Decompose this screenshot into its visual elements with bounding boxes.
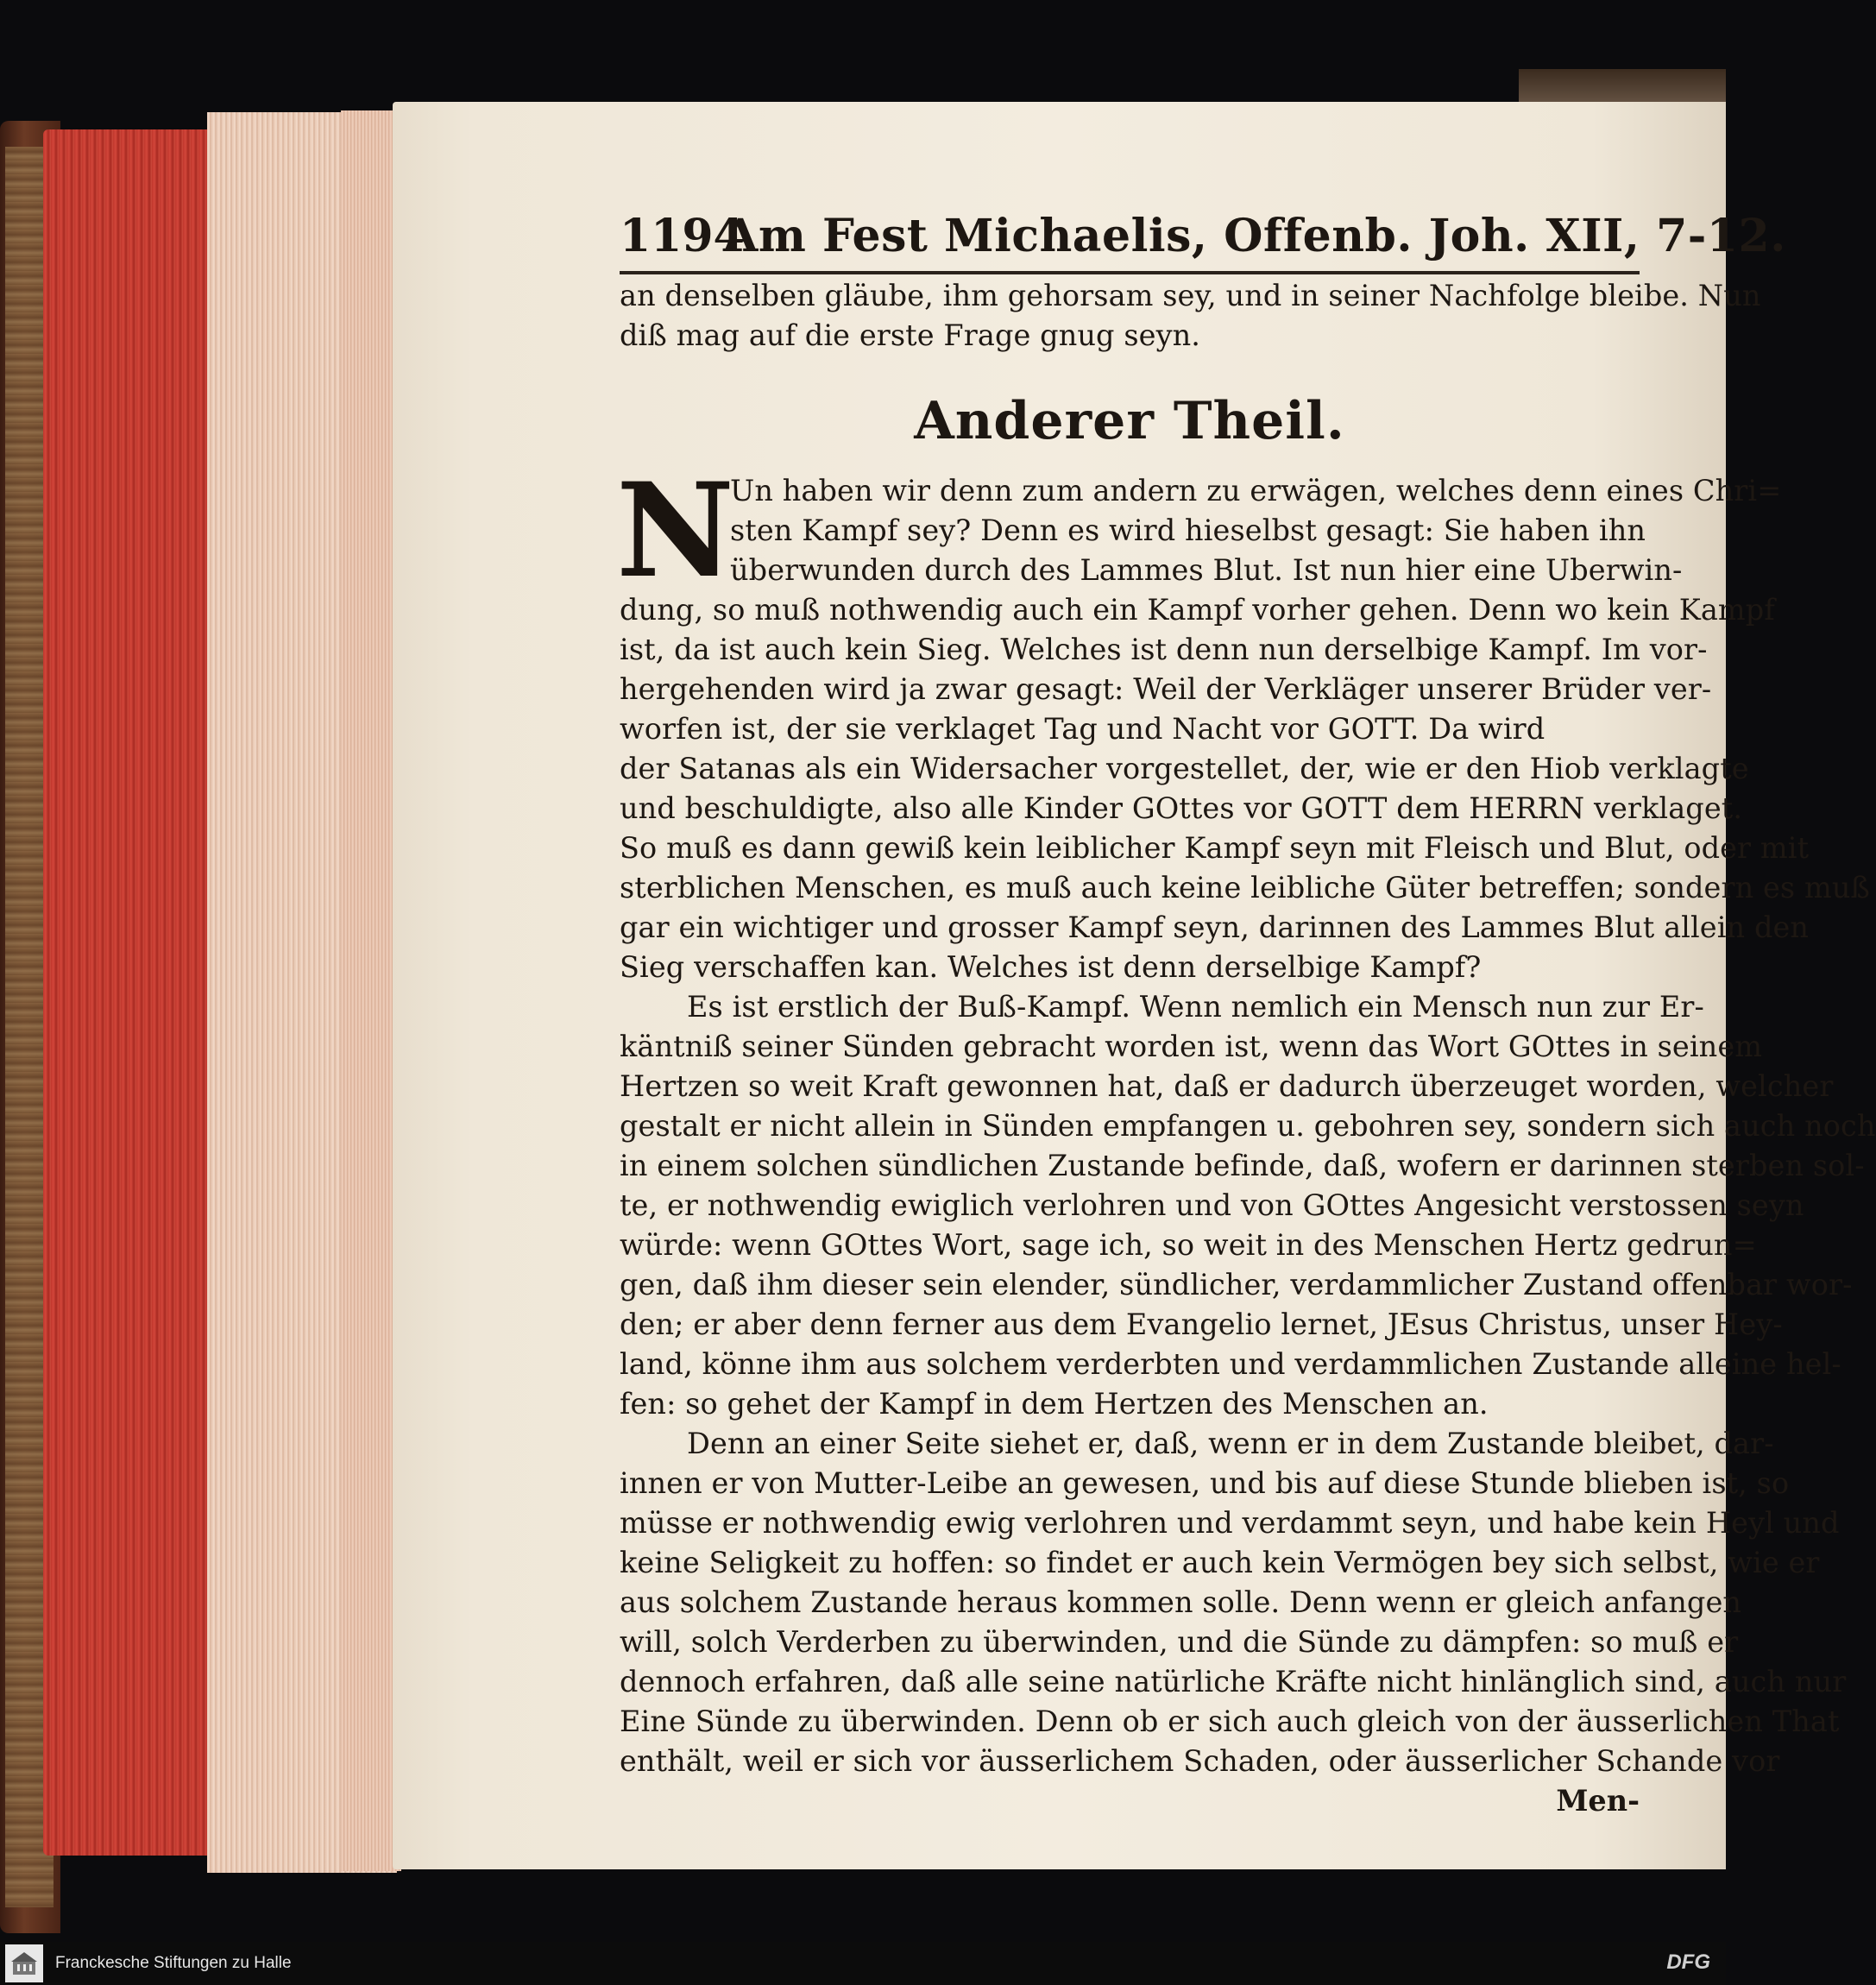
text-line: diß mag auf die erste Frage gnug seyn. <box>620 318 1201 352</box>
footer-bar <box>0 1942 1726 1985</box>
text-line: worfen ist, der sie verklaget Tag und Nacht vor GOTT. Da wird <box>620 712 1545 746</box>
text-line: in einem solchen sündlichen Zustande befinde, daß, wofern er darinnen sterben sol- <box>620 1149 1865 1182</box>
text-line: an denselben gläube, ihm gehorsam sey, und in seiner Nachfolge bleibe. Nun <box>620 279 1761 312</box>
text-line: würde: wenn GOttes Wort, sage ich, so weit in des Menschen Hertz gedrun= <box>620 1228 1757 1262</box>
text-line: dung, so muß nothwendig auch ein Kampf vorher gehen. Denn wo kein Kampf <box>620 593 1775 627</box>
paragraph-3-first-line: Denn an einer Seite siehet er, daß, wenn er in dem Zustande bleibet, dar- <box>687 1427 1774 1460</box>
text-line: sten Kampf sey? Denn es wird hieselbst gesagt: Sie haben ihn <box>730 514 1646 547</box>
section-heading: Anderer Theil. <box>914 391 1345 451</box>
running-head <box>620 209 1786 262</box>
text-line: käntniß seiner Sünden gebracht worden ist, wenn das Wort GOttes in seinem <box>620 1030 1763 1063</box>
text-line: überwunden durch des Lammes Blut. Ist nun hier eine Uberwin- <box>730 553 1683 587</box>
text-line: hergehenden wird ja zwar gesagt: Weil der Verkläger unserer Brüder ver- <box>620 672 1712 706</box>
dfg-brand: DFG <box>1666 1950 1710 1974</box>
page-number: 1194 <box>620 210 745 262</box>
running-title: Am Fest Michaelis, Offenb. Joh. XII, 7-12. <box>723 210 1786 262</box>
text-line: aus solchem Zustande heraus kommen solle. Denn wenn er gleich anfangen <box>620 1585 1742 1619</box>
text-line: sterblichen Menschen, es muß auch keine leibliche Güter betreffen; sondern es muß <box>620 871 1870 904</box>
foundation-logo-icon <box>5 1944 43 1982</box>
drop-cap-lines <box>620 471 1782 590</box>
text-line: land, könne ihm aus solchem verderbten und verdammlichen Zustande alleine hel- <box>620 1347 1841 1381</box>
text-line: ist, da ist auch kein Sieg. Welches ist denn nun derselbige Kampf. Im vor- <box>620 633 1708 666</box>
paragraph-2-first-line: Es ist erstlich der Buß-Kampf. Wenn nemlich ein Mensch nun zur Er- <box>687 990 1704 1024</box>
text-line: Sieg verschaffen kan. Welches ist denn derselbige Kampf? <box>620 950 1482 984</box>
text-line: enthält, weil er sich vor äusserlichem Schaden, oder äusserlicher Schande vor <box>620 1744 1780 1778</box>
text-line: fen: so gehet der Kampf in dem Hertzen des Menschen an. <box>620 1387 1489 1421</box>
text-line: der Satanas als ein Widersacher vorgestellet, der, wie er den Hiob verklagte <box>620 752 1749 785</box>
text-line: gestalt er nicht allein in Sünden empfangen u. gebohren sey, sondern sich auch noch <box>620 1109 1876 1143</box>
text-line: Un haben wir denn zum andern zu erwägen, welches denn eines Chri= <box>730 474 1782 507</box>
opening-lines <box>620 276 1761 356</box>
paragraph-3 <box>620 1464 1847 1781</box>
header-rule <box>620 271 1640 274</box>
page-text-block <box>616 209 1876 1821</box>
text-line: te, er nothwendig ewiglich verlohren und von GOttes Angesicht verstossen seyn <box>620 1188 1804 1222</box>
text-line: innen er von Mutter-Leibe an gewesen, und bis auf diese Stunde blieben ist, so <box>620 1466 1790 1500</box>
text-line: dennoch erfahren, daß alle seine natürliche Kräfte nicht hinlänglich sind, auch nur <box>620 1665 1847 1698</box>
text-line: will, solch Verderben zu überwinden, und die Sünde zu dämpfen: so muß er <box>620 1625 1739 1659</box>
institution-name: Franckesche Stiftungen zu Halle <box>55 1954 292 1972</box>
red-page-edges <box>43 129 216 1856</box>
text-line: So muß es dann gewiß kein leiblicher Kampf seyn mit Fleisch und Blut, oder mit <box>620 831 1810 865</box>
text-line: keine Seligkeit zu hoffen: so findet er auch kein Vermögen bey sich selbst, wie er <box>620 1546 1820 1579</box>
paragraph-2 <box>620 1027 1876 1424</box>
text-line: müsse er nothwendig ewig verlohren und verdammt seyn, und habe kein Heyl und <box>620 1506 1840 1540</box>
text-line: Eine Sünde zu überwinden. Denn ob er sich auch gleich von der äusserlichen That <box>620 1705 1840 1738</box>
text-line: und beschuldigte, also alle Kinder GOttes vor GOTT dem HERRN verklaget. <box>620 791 1743 825</box>
text-line: Hertzen so weit Kraft gewonnen hat, daß er dadurch überzeuget worden, welcher <box>620 1069 1834 1103</box>
paragraph-1 <box>620 590 1870 987</box>
text-line: den; er aber denn ferner aus dem Evangelio lernet, JEsus Christus, unser Hey- <box>620 1308 1783 1341</box>
catchword: Men- <box>1556 1784 1640 1818</box>
drop-cap: N <box>616 455 735 607</box>
text-line: gen, daß ihm dieser sein elender, sündlicher, verdammlicher Zustand offenbar wor- <box>620 1268 1853 1301</box>
text-line: gar ein wichtiger und grosser Kampf seyn, darinnen des Lammes Blut allein den <box>620 911 1810 944</box>
drop-cap-paragraph <box>616 455 1782 607</box>
